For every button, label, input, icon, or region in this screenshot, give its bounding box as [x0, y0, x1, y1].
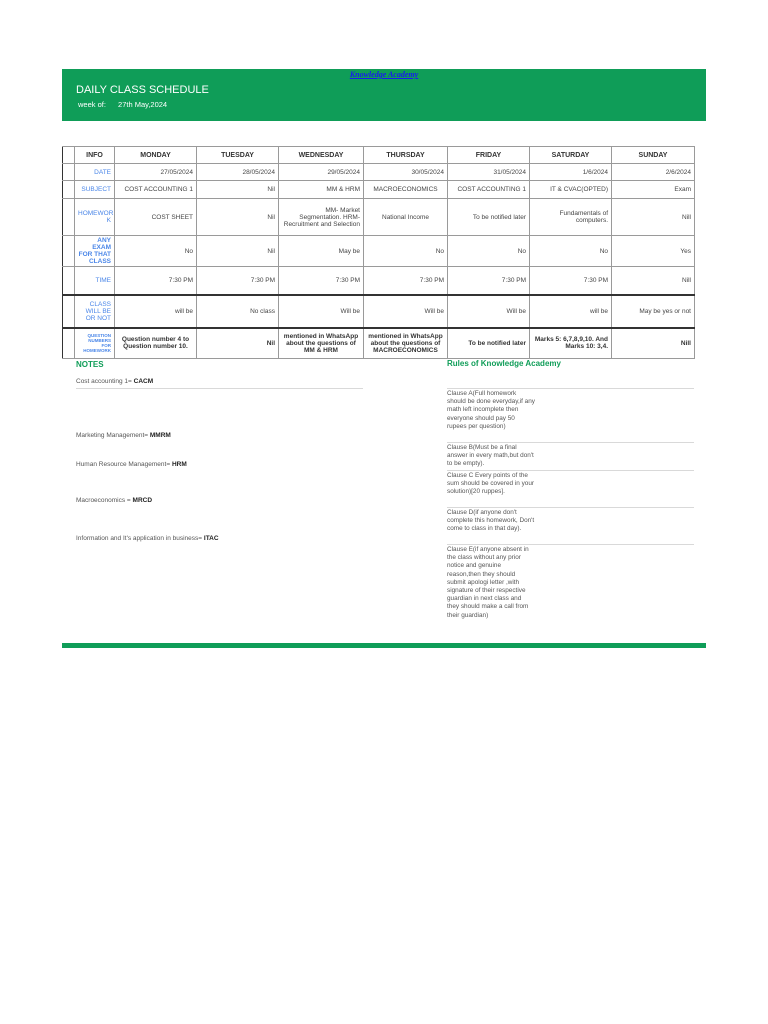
row-label-homework: HOMEWOR K [75, 199, 115, 236]
cell-subject-monday: COST ACCOUNTING 1 [115, 181, 197, 199]
rules-heading: Rules of Knowledge Academy [447, 359, 561, 368]
row-label-subject: SUBJECT [75, 181, 115, 199]
note-abbr: ITAC [203, 535, 219, 542]
clause-divider [447, 507, 694, 508]
note-abbr: HRM [171, 461, 187, 468]
row-margin [63, 147, 75, 164]
cell-date-thursday: 30/05/2024 [364, 164, 448, 181]
cell-homework-monday: COST SHEET [115, 199, 197, 236]
note-label: Cost accounting 1= [76, 378, 134, 385]
day-header-wednesday: WEDNESDAY [279, 147, 364, 164]
cell-exam-friday: No [448, 236, 530, 267]
notes-heading: NOTES [76, 360, 104, 369]
rule-clause-a: Clause A(Full homework should be done everyday,if any math left incomplete then everyone should pay 50 rupees per question) [447, 390, 535, 430]
note-abbr: MRCD [132, 497, 153, 504]
note-mrcd [76, 497, 152, 504]
cell-questions-tuesday: Nil [197, 328, 279, 359]
row-time [63, 267, 695, 295]
cell-exam-wednesday: May be [279, 236, 364, 267]
rule-clause-d: Clause D(if anyone don't complete this homework, Don't come to class in that day). [447, 509, 535, 533]
note-abbr: CACM [133, 378, 154, 385]
info-header: INFO [75, 147, 115, 164]
cell-homework-tuesday: Nil [197, 199, 279, 236]
day-header-thursday: THURSDAY [364, 147, 448, 164]
cell-questions-thursday: mentioned in WhatsApp about the questions of MACROECONOMICS [364, 328, 448, 359]
cell-exam-monday: No [115, 236, 197, 267]
day-header-sunday: SUNDAY [612, 147, 695, 164]
rule-clause-b: Clause B(Must be a final answer in every math,but don't to be empty). [447, 444, 534, 468]
page-title: DAILY CLASS SCHEDULE [76, 84, 209, 96]
cell-time-friday: 7:30 PM [448, 267, 530, 295]
clause-divider [447, 470, 694, 471]
row-label-exam: ANY EXAM FOR THAT CLASS [75, 236, 115, 267]
note-label: Marketing Management= [76, 432, 150, 439]
note-hrm [76, 461, 187, 468]
brand-link[interactable]: Knowledge Academy [349, 70, 419, 79]
header-banner [62, 69, 706, 121]
row-margin [63, 267, 75, 295]
rule-clause-e: Clause E(if anyone absent in the class without any prior notice and genuine reason,then they should submit apologi letter ,with signature of their respective guardian in next class and they should make a call from their guardian) [447, 546, 529, 619]
cell-subject-saturday: IT & CVAC(OPTED) [530, 181, 612, 199]
cell-homework-friday: To be notified later [448, 199, 530, 236]
note-itac [76, 535, 219, 542]
note-mmrm [76, 432, 171, 439]
row-subject [63, 181, 695, 199]
cell-subject-friday: COST ACCOUNTING 1 [448, 181, 530, 199]
day-header-saturday: SATURDAY [530, 147, 612, 164]
cell-time-sunday: Nill [612, 267, 695, 295]
cell-homework-thursday: National Income [364, 199, 448, 236]
row-margin [63, 164, 75, 181]
day-header-tuesday: TUESDAY [197, 147, 279, 164]
cell-date-monday: 27/05/2024 [115, 164, 197, 181]
row-label-time: TIME [75, 267, 115, 295]
cell-time-saturday: 7:30 PM [530, 267, 612, 295]
cell-questions-saturday: Marks 5: 6,7,8,9,10. And Marks 10: 3,4. [530, 328, 612, 359]
note-cacm [76, 378, 153, 385]
rule-clause-c: Clause C Every points of the sum should be covered in your solution)[20 ruppes]. [447, 472, 535, 496]
week-label: week of: [78, 100, 106, 109]
cell-questions-monday: Question number 4 to Question number 10. [115, 328, 197, 359]
cell-time-tuesday: 7:30 PM [197, 267, 279, 295]
cell-date-sunday: 2/6/2024 [612, 164, 695, 181]
clause-divider [447, 544, 694, 545]
cell-exam-saturday: No [530, 236, 612, 267]
cell-time-monday: 7:30 PM [115, 267, 197, 295]
row-label-question-numbers: QUESTION NUMBERS FOR HOMEWORK [75, 328, 115, 359]
cell-date-saturday: 1/6/2024 [530, 164, 612, 181]
week-value: 27th May,2024 [118, 100, 168, 109]
note-label: Macroeconomics = [76, 497, 133, 504]
cell-time-wednesday: 7:30 PM [279, 267, 364, 295]
row-label-class-status: CLASS WILL BE OR NOT [75, 295, 115, 328]
cell-time-thursday: 7:30 PM [364, 267, 448, 295]
clause-divider [447, 442, 694, 443]
cell-date-wednesday: 29/05/2024 [279, 164, 364, 181]
row-homework [63, 199, 695, 236]
cell-subject-thursday: MACROECONOMICS [364, 181, 448, 199]
note-label: Information and It's application in business= [76, 535, 204, 542]
cell-exam-sunday: Yes [612, 236, 695, 267]
row-margin [63, 295, 75, 328]
cell-status-wednesday: Will be [279, 295, 364, 328]
cell-exam-tuesday: Nil [197, 236, 279, 267]
week-line [78, 100, 167, 109]
cell-status-saturday: will be [530, 295, 612, 328]
row-margin [63, 328, 75, 359]
cell-questions-friday: To be notified later [448, 328, 530, 359]
cell-questions-wednesday: mentioned in WhatsApp about the questions of MM & HRM [279, 328, 364, 359]
schedule-table [62, 146, 695, 359]
notes-divider [76, 388, 363, 389]
cell-exam-thursday: No [364, 236, 448, 267]
row-exam [63, 236, 695, 267]
cell-status-tuesday: No class [197, 295, 279, 328]
cell-date-friday: 31/05/2024 [448, 164, 530, 181]
cell-subject-sunday: Exam [612, 181, 695, 199]
note-label: Human Resource Management= [76, 461, 172, 468]
cell-homework-sunday: Nill [612, 199, 695, 236]
cell-questions-sunday: Nill [612, 328, 695, 359]
row-margin [63, 236, 75, 267]
cell-homework-saturday: Fundamentals of computers. [530, 199, 612, 236]
cell-homework-wednesday: MM- Market Segmentation. HRM- Recruitment and Selection [279, 199, 364, 236]
cell-status-monday: will be [115, 295, 197, 328]
cell-status-friday: Will be [448, 295, 530, 328]
table-header-row [63, 147, 695, 164]
cell-date-tuesday: 28/05/2024 [197, 164, 279, 181]
row-margin [63, 181, 75, 199]
cell-status-thursday: Will be [364, 295, 448, 328]
rules-divider [447, 388, 694, 389]
day-header-friday: FRIDAY [448, 147, 530, 164]
day-header-monday: MONDAY [115, 147, 197, 164]
row-class-status [63, 295, 695, 328]
row-date [63, 164, 695, 181]
row-label-date: DATE [75, 164, 115, 181]
row-margin [63, 199, 75, 236]
row-question-numbers [63, 328, 695, 359]
note-abbr: MMRM [149, 432, 171, 439]
cell-status-sunday: May be yes or not [612, 295, 695, 328]
cell-subject-tuesday: Nil [197, 181, 279, 199]
cell-subject-wednesday: MM & HRM [279, 181, 364, 199]
footer-bar [62, 643, 706, 648]
